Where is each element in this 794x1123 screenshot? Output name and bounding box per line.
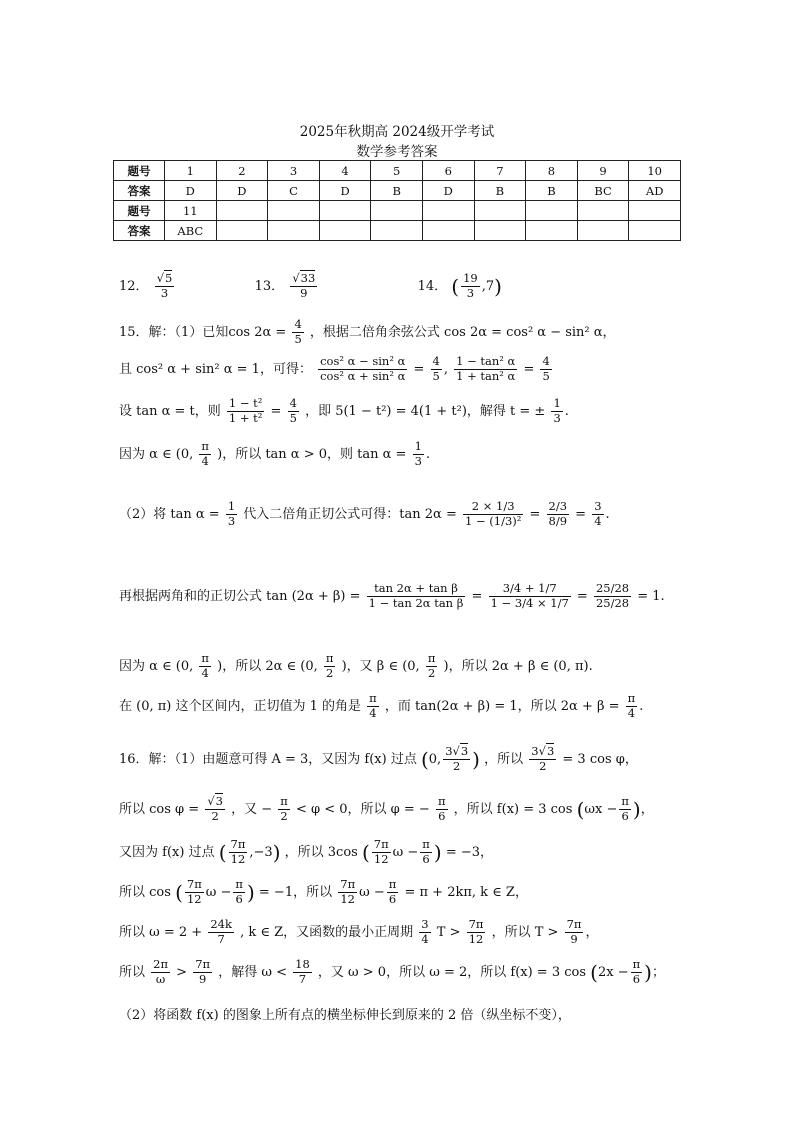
q16-line-1: 16．解：（1）由题意可得 A = 3，又因为 f(x) 过点 (0, $\frac{3√3}{2}$ ) ，所以 $\frac{3√3}{2}$ = 3 cos φ， [119,744,638,773]
q15-line-1: 15．解：（1）已知cos 2α = $\frac{4}{5}$ ，根据二倍角余弦公式 cos 2α = cos² α − sin² α， [119,317,616,346]
row-label-answer: 答案 [114,221,165,241]
table-cell [319,201,371,221]
q16-line-4: 所以 cos ( $\frac{7\pi}{12}$ ω − $\frac{\pi}{6}$ ) = −1，所以 $\frac{7\pi}{12}$ ω − $\frac{\pi}{6}$ = π + 2kπ, k ∈ Z， [119,877,528,906]
q15-line-3: 设 tan α = t，则 $\frac{\text{1 − t²}}{\text{1 + t²}}$ = $\frac{4}{5}$ ，即 5(1 − t²) = 4(1 + t²)，解得 t = ± $\frac{1}{3}$ . [119,396,569,425]
table-cell [216,201,268,221]
table-cell: 6 [422,161,474,181]
table-cell: 10 [629,161,681,181]
table-cell: 7 [474,161,526,181]
table-cell [371,201,423,221]
q15-line-6: 再根据两角和的正切公式 tan (2α + β) = $\frac{\text{tan 2α + tan β}}{\text{1 − tan 2α tan β}}$ = $\frac{3/4 + 1/7}{1 - 3/4 \times 1/7}$ = $\frac{25/28}{25/28}$ = 1. [119,581,665,610]
table-cell: B [474,181,526,201]
document-subtitle: 数学参考答案 [356,144,438,160]
table-cell: B [371,181,423,201]
q16-line-2: 所以 cos φ = $\frac{√3}{2}$ ，又 − $\frac{\pi}{2}$ < φ < 0，所以 φ = − $\frac{\pi}{6}$ ，所以 f(x) = 3 cos (ωx − $\frac{\pi}{6}$ )， [119,794,654,823]
q14-label: 14． [417,278,448,294]
table-cell: 9 [577,161,629,181]
table-cell: 4 [319,161,371,181]
table-row [114,181,681,201]
q15-line-4: 因为 α ∈ (0, $\frac{\pi}{4}$ )，所以 tan α > 0，则 tan α = $\frac{1}{3}$ . [119,439,431,468]
table-cell: D [319,181,371,201]
table-cell [629,201,681,221]
table-cell [629,221,681,241]
table-cell: 11 [165,201,217,221]
table-cell [474,201,526,221]
table-cell: 3 [268,161,320,181]
q15-line-5: （2）将 tan α = $\frac{1}{3}$ 代入二倍角正切公式可得：tan 2α = $\frac{2 \times 1/3}{\text{1 − (1/3)²}}$ = $\frac{2/3}{8/9}$ = $\frac{3}{4}$ . [119,499,610,528]
table-cell: 8 [526,161,578,181]
table-cell [422,201,474,221]
table-row [114,161,681,181]
row-label-question: 题号 [114,201,165,221]
table-cell: 5 [371,161,423,181]
q16-line-3: 又因为 f(x) 过点 ( $\frac{7\pi}{12}$ ,−3) ，所以 3cos ( $\frac{7\pi}{12}$ ω − $\frac{\pi}{6}$ ) = −3， [119,837,494,866]
table-cell: AD [629,181,681,201]
table-cell: C [268,181,320,201]
table-cell [268,201,320,221]
q16-line-6: 所以 $\frac{2\pi}{\omega}$ > $\frac{7\pi}{9}$ ，解得 ω < $\frac{18}{7}$ ，又 ω > 0，所以 ω = 2，所以 f(x) = 3 cos (2x − $\frac{\pi}{6}$ )； [119,957,665,986]
q15-line-2: 且 cos² α + sin² α = 1，可得： $\frac{\text{cos² α − sin² α}}{\text{cos² α + sin² α}}$ = $\frac{4}{5}$ , $\frac{\text{1 − tan² α}}{\text{1 + tan² α}}$ = $\frac{4}{5}$ [119,354,550,383]
q16-line-7: （2）将函数 f(x) 的图象上所有点的横坐标伸长到原来的 2 倍（纵坐标不变）， [119,1008,571,1023]
table-cell [319,221,371,241]
fill-in-answers: 12． $\frac{√5}{3}$ 13． $\frac{√33}{9}$ 14． ( $\frac{19}{3}$ ,7) [119,271,502,300]
table-cell [577,221,629,241]
table-row [114,201,681,221]
table-row [114,221,681,241]
table-cell: D [165,181,217,201]
a13-fraction: $\frac{√33}{9}$ [292,271,316,300]
table-cell [474,221,526,241]
table-cell: B [526,181,578,201]
a14-fraction: $\frac{19}{3}$ [463,271,478,300]
table-cell: ABC [165,221,217,241]
q13-label: 13． [254,278,285,294]
q12-label: 12． [119,278,149,294]
table-cell [526,201,578,221]
table-cell [422,221,474,241]
q16-line-5: 所以 ω = 2 + $\frac{24k}{7}$ , k ∈ Z，又函数的最小正周期 $\frac{3}{4}$ T > $\frac{7\pi}{12}$ ，所以 T > $\frac{7\pi}{9}$ ， [119,917,599,946]
q15-line-7: 因为 α ∈ (0, $\frac{\pi}{4}$ )，所以 2α ∈ (0, $\frac{\pi}{2}$ )，又 β ∈ (0, $\frac{\pi}{2}$ )，所以 2α + β ∈ (0, π). [119,651,593,680]
row-label-question: 题号 [114,161,165,181]
table-cell [268,221,320,241]
q15-line-8: 在 (0, π) 这个区间内，正切值为 1 的角是 $\frac{\pi}{4}$ ，而 tan(2α + β) = 1，所以 2α + β = $\frac{\pi}{4}$ . [119,691,644,720]
a12-fraction: $\frac{√5}{3}$ [156,271,173,300]
table-cell [526,221,578,241]
table-cell: D [216,181,268,201]
table-cell [371,221,423,241]
answer-table [113,160,681,241]
row-label-answer: 答案 [114,181,165,201]
table-cell [577,201,629,221]
table-cell: BC [577,181,629,201]
table-cell: 1 [165,161,217,181]
document-title: 2025年秋期高 2024级开学考试 [299,124,495,140]
table-cell: 2 [216,161,268,181]
table-cell [216,221,268,241]
table-cell: D [422,181,474,201]
